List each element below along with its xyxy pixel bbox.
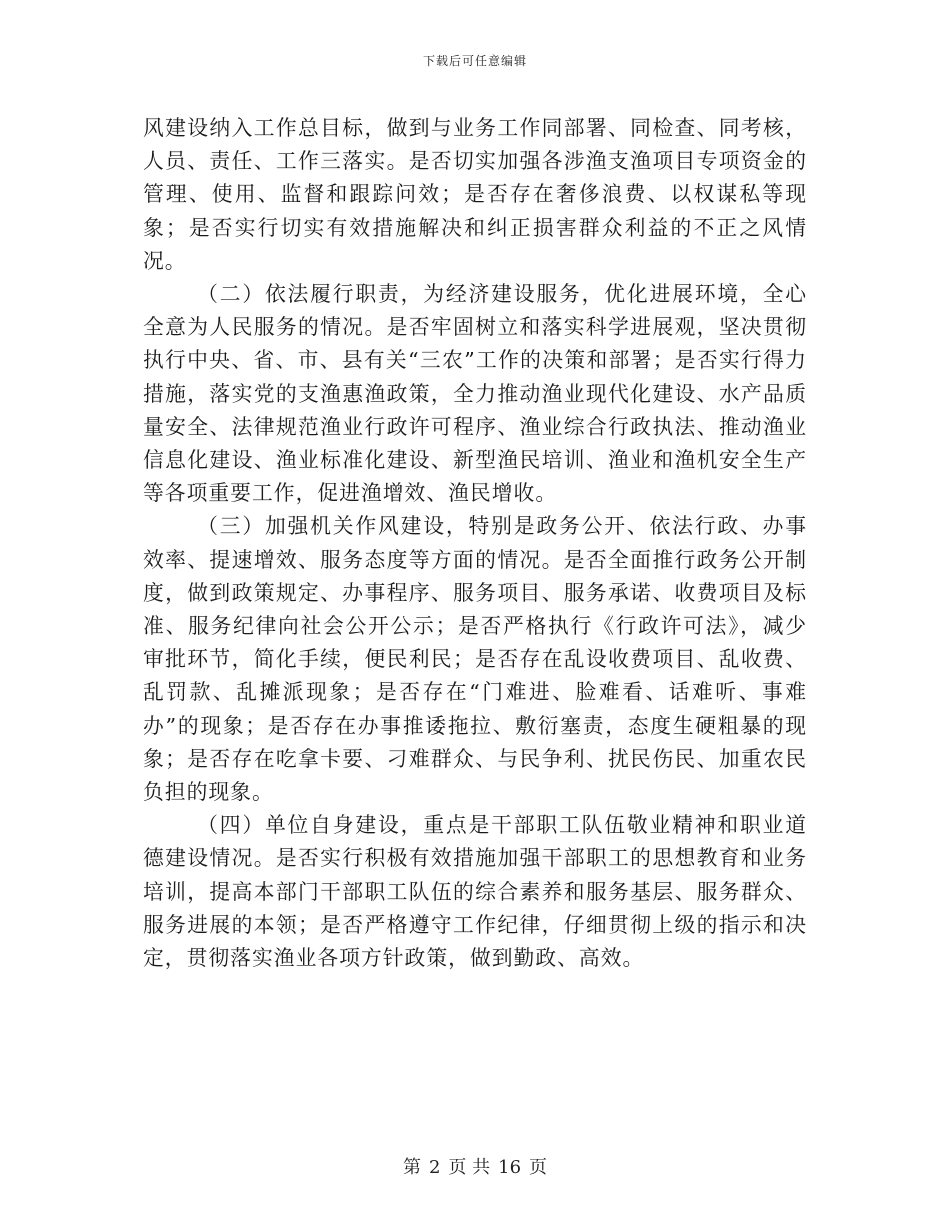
document-body bbox=[143, 112, 807, 975]
page-footer bbox=[0, 1153, 950, 1179]
total-page-count: 16 bbox=[498, 1157, 522, 1178]
current-page-number: 2 bbox=[428, 1157, 441, 1178]
paragraph-continuation: 风建设纳入工作总目标，做到与业务工作同部署、同检查、同考核，人员、责任、工作三落实。是否切实加强各涉渔支渔项目专项资金的管理、使用、监督和跟踪问效；是否存在奢侈浪费、以权谋私等现象；是否实行切实有效措施解决和纠正损害群众利益的不正之风情况。 bbox=[143, 116, 807, 273]
footer-middle: 页 共 bbox=[448, 1157, 491, 1178]
page-header-note: 下载后可任意编辑 bbox=[422, 54, 527, 68]
footer-suffix: 页 bbox=[529, 1157, 548, 1178]
paragraph-section-3: （三）加强机关作风建设，特别是政务公开、依法行政、办事效率、提速增效、服务态度等方面的情况。是否全面推行政务公开制度，做到政策规定、办事程序、服务项目、服务承诺、收费项目及标准、服务纪律向社会公开公示；是否严格执行《行政许可法》，减少审批环节，简化手续，便民利民；是否存在乱设收费项目、乱收费、乱罚款、乱摊派现象；是否存在“门难进、脸难看、话难听、事难办”的现象；是否存在办事推诿拖拉、敷衍塞责，态度生硬粗暴的现象；是否存在吃拿卡要、刁难群众、与民争利、扰民伤民、加重农民负担的现象。 bbox=[143, 514, 807, 805]
paragraph-section-4: （四）单位自身建设，重点是干部职工队伍敬业精神和职业道德建设情况。是否实行积极有效措施加强干部职工的思想教育和业务培训，提高本部门干部职工队伍的综合素养和服务基层、服务群众、服务进展的本领；是否严格遵守工作纪律，仔细贯彻上级的指示和决定，贯彻落实渔业各项方针政策，做到勤政、高效。 bbox=[143, 813, 807, 971]
footer-prefix: 第 bbox=[402, 1157, 421, 1178]
paragraph-section-2: （二）依法履行职责，为经济建设服务，优化进展环境，全心全意为人民服务的情况。是否牢固树立和落实科学进展观，坚决贯彻执行中央、省、市、县有关“三农”工作的决策和部署；是否实行得力措施，落实党的支渔惠渔政策，全力推动渔业现代化建设、水产品质量安全、法律规范渔业行政许可程序、渔业综合行政执法、推动渔业信息化建设、渔业标准化建设、新型渔民培训、渔业和渔机安全生产等各项重要工作，促进渔增效、渔民增收。 bbox=[143, 282, 807, 506]
